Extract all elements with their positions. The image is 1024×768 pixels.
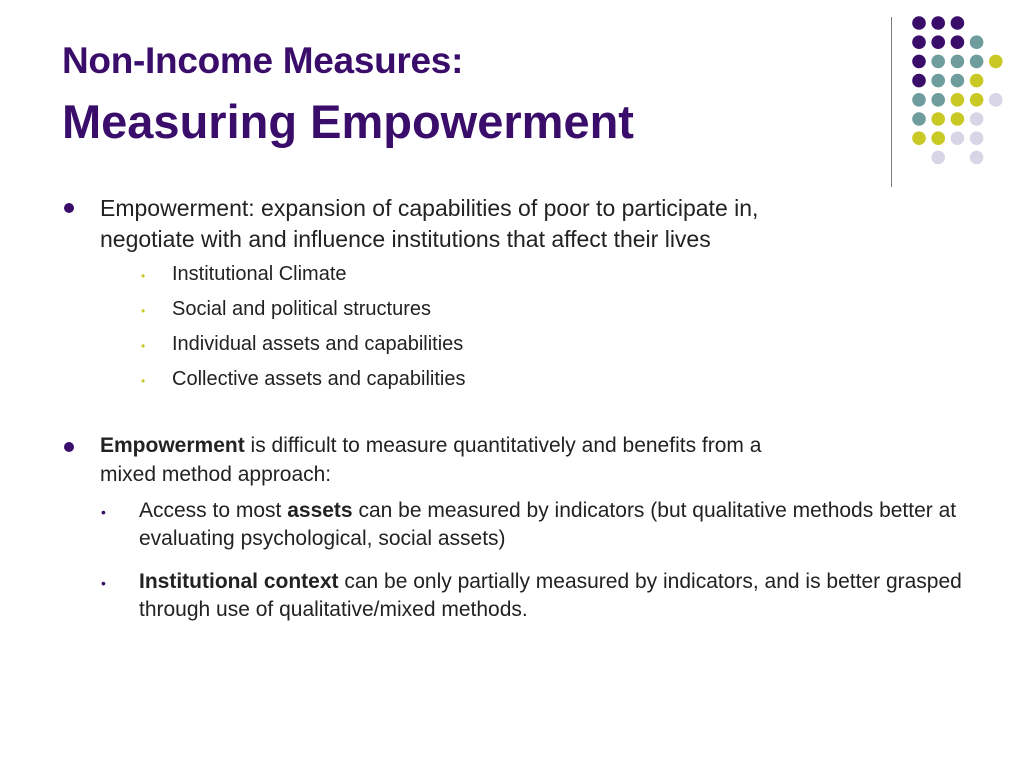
bullet-2-line2: mixed method approach: <box>100 463 332 486</box>
decorative-dot <box>951 93 965 107</box>
sub-bullet-icon: • <box>101 575 106 591</box>
bullet-2-bold-lead: Empowerment <box>100 434 245 457</box>
bullet-2-line1-rest: is difficult to measure quantitatively and benefits from a <box>244 434 762 457</box>
decorative-dot <box>912 35 926 49</box>
slide-title-line1: Non-Income Measures: <box>62 40 464 81</box>
decorative-dot <box>970 74 984 88</box>
decorative-dot <box>912 112 926 126</box>
decorative-dot <box>970 93 984 107</box>
decorative-dot-grid <box>0 0 1024 180</box>
decorative-dot <box>931 151 945 165</box>
decorative-dot <box>970 151 984 165</box>
decorative-dot <box>951 35 965 49</box>
decorative-dot <box>989 55 1003 69</box>
sub-item: Social and political structures <box>172 298 432 320</box>
sub-item-bold: assets <box>287 499 353 522</box>
sub-bullet-icon: • <box>141 374 146 388</box>
sub-item-assets <box>139 497 969 553</box>
slide-title-line2: Measuring Empowerment <box>62 95 634 148</box>
decorative-dot <box>931 112 945 126</box>
bullet-1-line2: negotiate with and influence institutions that affect their lives <box>100 226 711 252</box>
decorative-dot <box>951 16 965 30</box>
sub-item: Institutional Climate <box>172 263 347 285</box>
decorative-dot <box>931 131 945 145</box>
decorative-dot <box>931 55 945 69</box>
sub-item: Collective assets and capabilities <box>172 368 466 390</box>
decorative-dot <box>970 35 984 49</box>
sub-item-post: can be only partially measured by indicators, and is better grasped through use of qualitative/mixed methods. <box>139 570 962 621</box>
sub-item-post: can be measured by indicators (but qualitative methods better at evaluating psychological, social assets) <box>139 499 957 550</box>
bullet-dot-icon <box>64 203 74 213</box>
bullet-dot-icon <box>64 442 74 452</box>
decorative-dot <box>951 55 965 69</box>
decorative-dot <box>931 93 945 107</box>
decorative-dot <box>989 93 1003 107</box>
decorative-dot <box>970 55 984 69</box>
sub-bullet-icon: • <box>141 339 146 353</box>
decorative-dot <box>931 74 945 88</box>
decorative-dot <box>951 112 965 126</box>
decorative-dot <box>912 93 926 107</box>
sub-bullet-icon: • <box>141 304 146 318</box>
sub-item-pre: Access to most <box>139 499 288 522</box>
decorative-dot <box>970 131 984 145</box>
decorative-dot <box>912 55 926 69</box>
sub-item-institutional <box>139 568 969 624</box>
bullet-2-line1 <box>100 430 761 461</box>
decorative-dot <box>931 16 945 30</box>
decorative-dot <box>912 131 926 145</box>
decorative-dot <box>951 131 965 145</box>
decorative-dot <box>931 35 945 49</box>
sub-item-bold: Institutional context <box>139 570 339 593</box>
sub-bullet-icon: • <box>141 269 146 283</box>
bullet-1-line1: Empowerment: expansion of capabilities of poor to participate in, <box>100 195 759 221</box>
decorative-dot <box>912 16 926 30</box>
decorative-dot <box>912 74 926 88</box>
sub-bullet-icon: • <box>101 504 106 520</box>
decorative-dot <box>951 74 965 88</box>
sub-item: Individual assets and capabilities <box>172 333 464 355</box>
decorative-dot <box>970 112 984 126</box>
